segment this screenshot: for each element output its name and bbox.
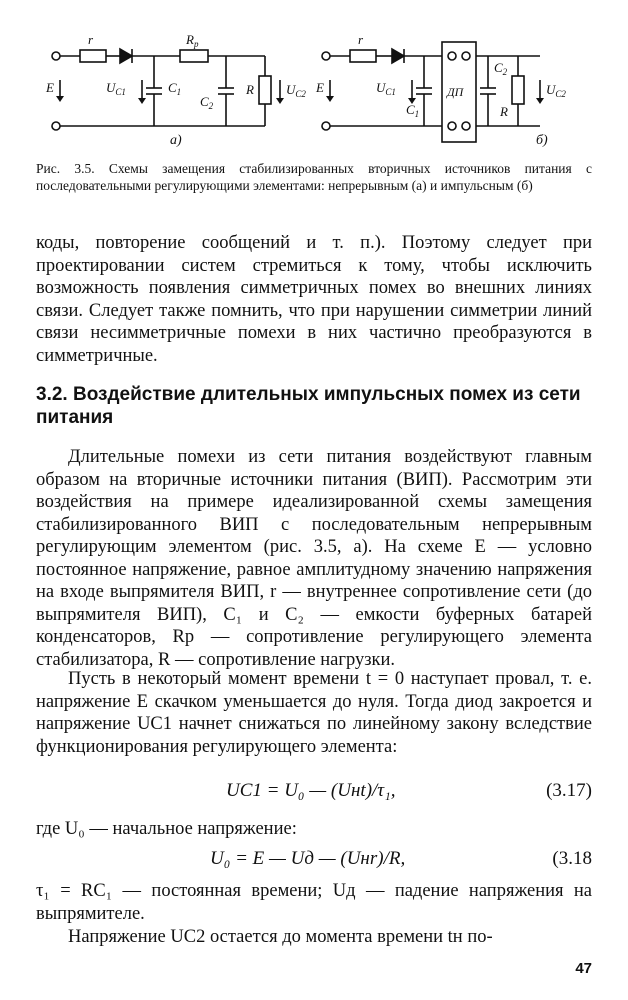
right-label-r: r: [358, 32, 364, 47]
left-label-uc2: $U_{C2}$: [286, 82, 306, 99]
paragraph-4-text: τ₁ = RC₁ — постоянная времени; Uд — падение напряжения на выпрямителе.: [36, 881, 592, 924]
left-terminal-bottom: [52, 122, 60, 130]
right-terminal-bottom: [322, 122, 330, 130]
left-label-load-r: R: [246, 82, 254, 97]
paragraph-5: [36, 926, 592, 949]
left-label-uc1: $U_{C1}$: [106, 80, 126, 97]
equation-3-18-expr: U₀ = E — Uд — (Uнr)/R,: [210, 848, 406, 869]
circuit-figure: [40, 30, 600, 160]
right-label-uc1: $U_{C1}$: [376, 80, 396, 97]
paragraph-5-text: Напряжение UC2 остается до момента времени tн по-: [68, 927, 493, 947]
paragraph-3-text: где U₀ — начальное напряжение:: [36, 819, 297, 839]
right-resistor-r: [350, 50, 376, 62]
equation-3-17-number: (3.17): [546, 780, 592, 801]
paragraph-3: [36, 818, 592, 841]
left-diode: [120, 49, 132, 63]
left-resistor-r: [80, 50, 106, 62]
circuit-diagram-svg: [40, 30, 600, 160]
section-heading: 3.2. Воздействие длительных импульсных помех из сети питания: [36, 384, 581, 428]
right-diode: [392, 49, 404, 63]
left-resistor-load: [259, 76, 271, 104]
left-terminal-top: [52, 52, 60, 60]
left-label-c1: $C_1$: [168, 80, 182, 97]
right-label-uc2: $U_{C2}$: [546, 82, 566, 99]
paragraph-top-text: коды, повторение сообщений и т. п.). Поэтому следует при проектировании систем стремиться к тому, чтобы исключить возможность появления симметричных помех во внешних линиях связи. Следует также помнить, что при нарушении симметрии линий связи несимметричные помехи в них частично преобразуются в симметричные.: [36, 233, 592, 366]
page-number: 47: [575, 960, 592, 977]
paragraph-1-text: Длительные помехи из сети питания воздействуют главным образом на вторичные источники питания (ВИП). Рассмотрим эти воздействия на примере идеализированной схемы замещения стабилизированного ВИП с последовательным непрерывным регулирующим элементом (рис. 3.5, а). На схеме E — условно постоянное напряжение, равное амплитудному значению напряжения на входе выпрямителя ВИП, r — внутреннее сопротивление сети (до выпрямителя ВИП), C₁ и C₂ — емкости буферных батарей конденсаторов, Rр — сопротивление регулирующего элемента стабилизатора, R — сопротивление нагрузки.: [36, 447, 592, 670]
paragraph-4: [36, 880, 592, 925]
right-label-c1: $C_1$: [406, 102, 420, 119]
left-resistor-rp: [180, 50, 208, 62]
right-label-c2: $C_2$: [494, 60, 508, 77]
right-caption-letter: б): [536, 133, 548, 148]
equation-3-17-expr: UC1 = U₀ — (Uнt)/τ₁,: [226, 780, 396, 801]
equation-3-17: [36, 780, 592, 806]
figure-caption: Рис. 3.5. Схемы замещения стабилизированных вторичных источников питания с последовательными регулирующими элементами: непрерывным (а) и импульсным (б): [36, 161, 592, 193]
paragraph-2: [36, 668, 592, 758]
left-label-e: E: [46, 80, 54, 95]
right-label-e: E: [316, 80, 324, 95]
left-label-c2: $C_2$: [200, 94, 214, 111]
left-label-rp: $R_p$: [186, 32, 199, 49]
paragraph-2-text: Пусть в некоторый момент времени t = 0 наступает провал, т. е. напряжение E скачком уменьшается до нуля. Тогда диод закроется и напряжение UC1 начнет снижаться по линейному закону вследствие функционирования регулирующего элемента:: [36, 669, 592, 757]
paragraph-top: [36, 232, 592, 367]
left-label-r: r: [88, 32, 94, 47]
paragraph-1: [36, 446, 592, 671]
left-caption-letter: a): [170, 133, 182, 148]
right-label-dp: ДП: [447, 85, 464, 99]
equation-3-18: [36, 848, 592, 874]
right-resistor-load: [512, 76, 524, 104]
equation-3-18-number: (3.18: [552, 848, 592, 869]
right-label-load-r: R: [500, 104, 508, 119]
right-terminal-top: [322, 52, 330, 60]
